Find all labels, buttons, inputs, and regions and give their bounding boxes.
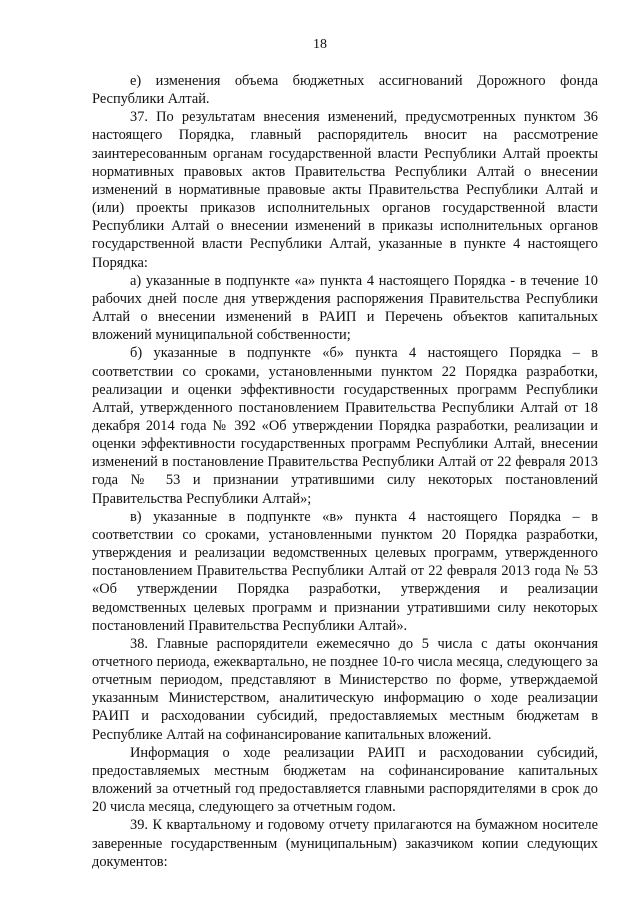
paragraph-37-a: а) указанные в подпункте «а» пункта 4 настоящего Порядка - в течение 10 рабочих дней после дня утверждения распоряжения Правительства Республики Алтай о внесении изменений в РАИП и Перечень объектов капитальных вложений муниципальной собственности; — [92, 272, 598, 344]
paragraph-37-v: в) указанные в подпункте «в» пункта 4 настоящего Порядка – в соответствии со сроками, установленными пунктом 20 Порядка разработки, утверждения и реализации ведомственных целевых программ, утвержденного постановлением Правительства Республики Алтай от 22 февраля 2013 года № 53 «Об утверждении Порядка разработки, утверждения и реализации ведомственных целевых программ и признании утратившими силу некоторых постановлений Правительства Республики Алтай». — [92, 508, 598, 634]
paragraph-37: 37. По результатам внесения изменений, предусмотренных пунктом 36 настоящего Порядка, главный распорядитель вносит на рассмотрение заинтересованным органам государственной власти Республики Алтай проекты нормативных правовых актов Правительства Республики Алтай о внесении изменений в нормативные правовые акты Правительства Республики Алтай и (или) проекты приказов исполнительных органов государственной власти Республики Алтай о внесении изменений в приказы исполнительных органов государственной власти Республики Алтай, указанные в пункте 4 настоящего Порядка: — [92, 109, 598, 271]
paragraph-item-e: е) изменения объема бюджетных ассигнований Дорожного фонда Республики Алтай. — [92, 73, 598, 108]
document-text — [92, 72, 598, 871]
page-number: 18 — [313, 37, 327, 52]
paragraph-37-b: б) указанные в подпункте «б» пункта 4 настоящего Порядка – в соответствии со сроками, установленными пунктом 22 Порядка разработки, реализации и оценки эффективности государственных программ Республики Алтай, утвержденного постановлением Правительства Республики Алтай от 18 декабря 2014 года № 392 «Об утверждении Порядка разработки, реализации и оценки эффективности государственных программ Республики Алтай, внесении изменений в постановление Правительства Республики Алтай от 22 февраля 2013 года № 53 и признании утратившими силу некоторых постановлений Правительства Республики Алтай»; — [92, 345, 598, 507]
paragraph-38-info: Информация о ходе реализации РАИП и расходовании субсидий, предоставляемых местным бюджетам на софинансирование капитальных вложений за отчетный год предоставляется главными распорядителями в срок до 20 числа месяца, следующего за отчетным годом. — [92, 744, 598, 816]
paragraph-38: 38. Главные распорядители ежемесячно до 5 числа с даты окончания отчетного периода, ежеквартально, не позднее 10-го числа месяца, следующего за отчетным периодом, представляют в Министерство по форме, утверждаемой указанным Министерством, аналитическую информацию о ходе реализации РАИП и расходовании субсидий, предоставляемых местным бюджетам в Республике Алтай на софинансирование капитальных вложений. — [92, 635, 598, 743]
paragraph-39: 39. К квартальному и годовому отчету прилагаются на бумажном носителе заверенные государственным (муниципальным) заказчиком копии следующих документов: — [92, 817, 598, 870]
